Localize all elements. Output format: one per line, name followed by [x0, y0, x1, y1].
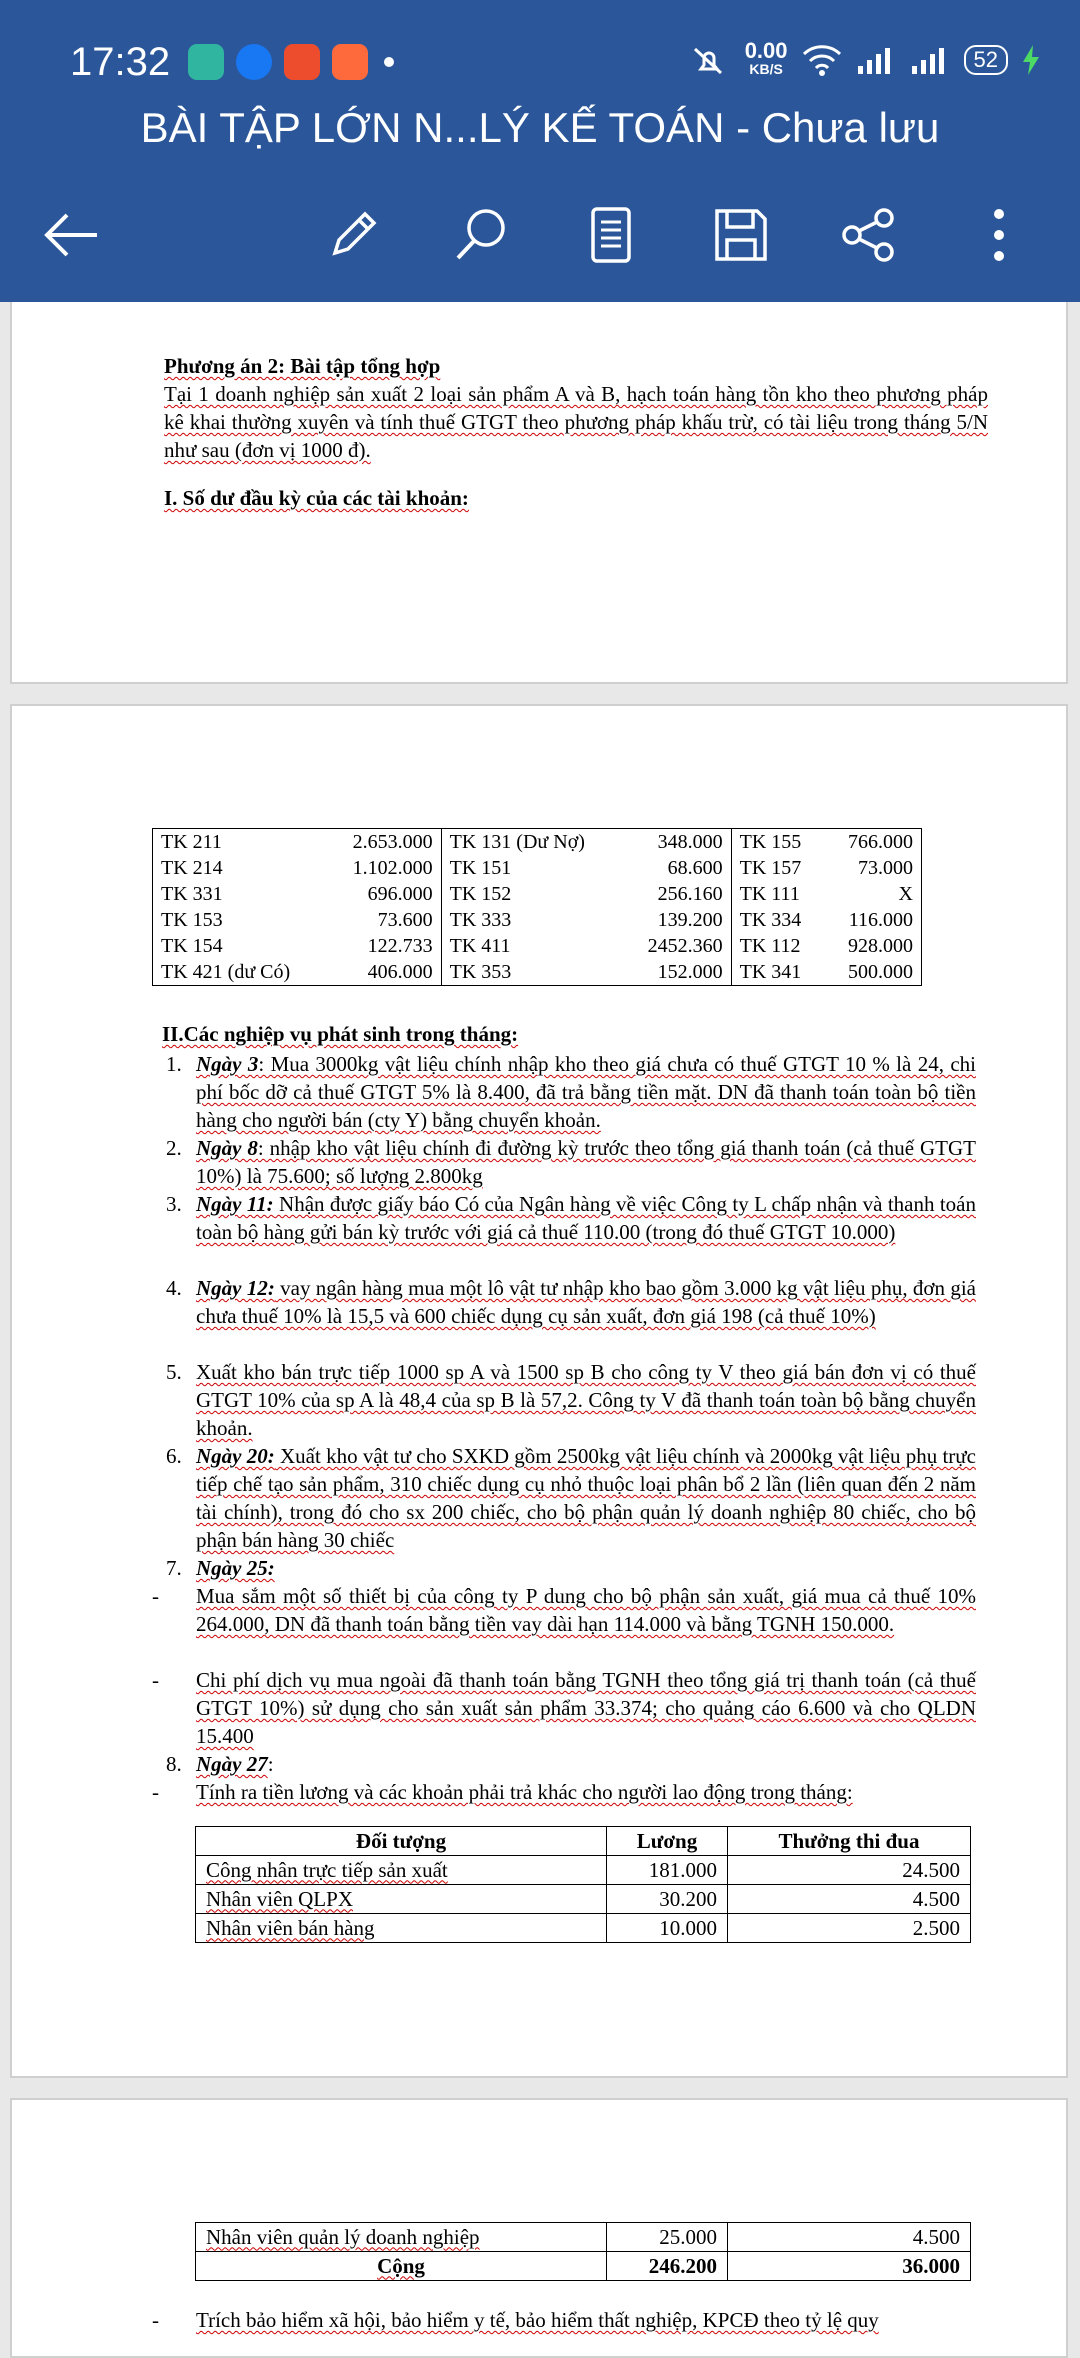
account-balance: 500.000 — [848, 960, 913, 983]
status-bar — [0, 0, 1080, 100]
account-balance: 2452.360 — [622, 933, 731, 959]
network-speed-value: 0.00 — [744, 38, 788, 63]
item-text: : — [267, 1752, 274, 1776]
salary-amount: 30.200 — [607, 1885, 728, 1914]
document-title: BÀI TẬP LỚN N...LÝ KẾ TOÁN - Chưa lưu — [140, 104, 940, 151]
balance-row — [153, 881, 922, 907]
bullet-text: Trích bảo hiểm xã hội, bảo hiểm y tế, bảo hiểm thất nghiệp, KPCĐ theo tỷ lệ quy — [196, 2308, 879, 2332]
table-row — [196, 1856, 971, 1885]
salary-table-continued — [195, 2222, 971, 2281]
account-balance: 73.600 — [326, 907, 441, 933]
account-code: TK 331 — [161, 882, 223, 905]
more-vertical-icon — [989, 206, 1009, 264]
shopee-icon — [284, 44, 320, 80]
item-number: 3. — [166, 1192, 182, 1216]
account-code: TK 341 — [739, 960, 802, 983]
column-header: Lương — [607, 1827, 728, 1856]
item-text: Nhận được giấy báo Có của Ngân hàng về việc Công ty L chấp nhận và thanh toán toàn bộ hàng gửi bán kỳ trước với giá cả thuế 110.00 (trong đó thuế GTGT 10.000) — [196, 1192, 976, 1244]
item-date: Ngày 20: — [196, 1444, 275, 1468]
item-date: Ngày 25: — [196, 1556, 275, 1580]
share-icon — [840, 206, 898, 264]
transaction-7-bullet-1 — [152, 1582, 976, 1638]
transaction-8-bullet-1 — [152, 1778, 976, 1806]
bullet-text: Mua sắm một số thiết bị của công ty P dung cho bộ phận sản xuất, giá mua cả thuế 10% 264.000, DN đã thanh toán bằng tiền vay dài hạn 114.000 và bằng TGNH 150.000. — [196, 1584, 976, 1636]
item-date: Ngày 8 — [196, 1136, 258, 1160]
account-code: TK 211 — [161, 830, 222, 853]
bonus-amount: 4.500 — [728, 1885, 971, 1914]
account-code: TK 353 — [449, 960, 512, 983]
item-date: Ngày 11: — [196, 1192, 274, 1216]
bullet-dash: - — [152, 2308, 159, 2332]
account-balance: 116.000 — [848, 908, 913, 931]
signal-icon-1 — [856, 44, 896, 76]
item-number: 1. — [166, 1052, 182, 1076]
account-balance: 68.600 — [622, 855, 731, 881]
account-code: TK 112 — [739, 934, 801, 957]
network-speed — [744, 38, 788, 78]
salary-category: Cộng — [196, 2252, 607, 2281]
system-icons — [687, 38, 1040, 78]
save-icon — [712, 206, 770, 264]
bonus-amount: 4.500 — [728, 2223, 971, 2252]
wifi-icon — [802, 44, 842, 76]
table-row — [196, 2223, 971, 2252]
section-2-heading — [162, 1020, 518, 1048]
account-balance: 1.102.000 — [326, 855, 441, 881]
column-header: Đối tượng — [196, 1827, 607, 1856]
section-2-heading-text: II.Các nghiệp vụ phát sinh trong tháng: — [162, 1022, 519, 1046]
item-number: 7. — [166, 1556, 182, 1580]
network-speed-unit: KB/S — [749, 61, 783, 77]
account-code: TK 151 — [449, 856, 512, 879]
account-balance: 256.160 — [622, 881, 731, 907]
salary-table-header — [196, 1827, 971, 1856]
back-arrow-icon — [41, 210, 101, 260]
account-code: TK 111 — [739, 882, 800, 905]
account-balance: 73.000 — [858, 856, 913, 879]
item-text: : Mua 3000kg vật liệu chính nhập kho theo giá chưa có thuế GTGT 10 % là 24, chi phí bốc dỡ cả thuế GTGT 5% là 8.400, đã trả bằng tiền mặt. DN đã thanh toán toàn bộ tiền hàng cho người bán (cty Y) bằng chuyển khoản. — [196, 1052, 976, 1132]
account-balance: X — [898, 882, 913, 905]
account-code: TK 153 — [161, 908, 223, 931]
balance-row — [153, 907, 922, 933]
edit-button[interactable] — [318, 200, 388, 270]
battery-level: 52 — [964, 45, 1008, 75]
bullet-text: Tính ra tiền lương và các khoản phải trả khác cho người lao động trong tháng: — [196, 1780, 853, 1804]
transaction-5 — [166, 1358, 976, 1442]
mobile-view-icon — [589, 206, 633, 264]
account-balance: 152.000 — [622, 959, 731, 986]
transaction-6 — [166, 1442, 976, 1554]
balance-row — [153, 959, 922, 986]
search-icon — [452, 206, 510, 264]
notification-icons — [188, 44, 394, 80]
salary-amount: 25.000 — [607, 2223, 728, 2252]
bonus-amount: 36.000 — [728, 2252, 971, 2281]
bullet-dash: - — [152, 1668, 159, 1692]
account-balance: 122.733 — [326, 933, 441, 959]
more-notifications-dot — [384, 57, 394, 67]
toolbar — [0, 200, 1080, 270]
account-code: TK 155 — [739, 830, 802, 853]
item-text: vay ngân hàng mua một lô vật tư nhập kho bao gồm 3.000 kg vật liệu phụ, đơn giá chưa thuế 10% là 15,5 và 600 chiếc dụng cụ sản xuất, đơn giá 198 (cả thuế 10%) — [196, 1276, 976, 1328]
item-number: 4. — [166, 1276, 182, 1300]
share-button[interactable] — [834, 200, 904, 270]
transaction-8-bullet-2 — [152, 2306, 976, 2334]
more-options-button[interactable] — [964, 200, 1034, 270]
bullet-dash: - — [152, 1780, 159, 1804]
salary-amount: 10.000 — [607, 1914, 728, 1943]
salary-category: Nhân viên bán hàng — [196, 1914, 607, 1943]
item-date: Ngày 12: — [196, 1276, 275, 1300]
account-balance: 348.000 — [622, 829, 731, 856]
bullet-text: Chi phí dịch vụ mua ngoài đã thanh toán bằng TGNH theo tổng giá trị thanh toán (cả thuế GTGT 10%) sử dụng cho sản xuất sản phẩm 33.374; cho quảng cáo 6.600 và cho QLDN 15.400 — [196, 1668, 976, 1748]
balance-row — [153, 829, 922, 856]
charging-icon — [1022, 45, 1040, 75]
column-header: Thưởng thi đua — [728, 1827, 971, 1856]
app-icon — [332, 44, 368, 80]
bonus-amount: 2.500 — [728, 1914, 971, 1943]
account-balance: 696.000 — [326, 881, 441, 907]
account-code: TK 157 — [739, 856, 802, 879]
item-number: 6. — [166, 1444, 182, 1468]
salary-table — [195, 1826, 971, 1943]
salary-category: Nhân viên QLPX — [196, 1885, 607, 1914]
search-button[interactable] — [446, 200, 516, 270]
reading-view-button[interactable] — [576, 200, 646, 270]
item-number: 5. — [166, 1360, 182, 1384]
bullet-dash: - — [152, 1584, 159, 1608]
total-row — [196, 2252, 971, 2281]
save-button[interactable] — [706, 200, 776, 270]
transaction-7-bullet-2 — [152, 1666, 976, 1750]
transaction-3 — [166, 1190, 976, 1246]
salary-category: Nhân viên quản lý doanh nghiệp — [196, 2223, 607, 2252]
item-number: 2. — [166, 1136, 182, 1160]
account-code: TK 152 — [449, 882, 512, 905]
page-1-content — [164, 352, 988, 512]
status-time: 17:32 — [70, 40, 171, 84]
app-bar — [0, 0, 1080, 302]
table-row — [196, 1914, 971, 1943]
signal-icon-2 — [910, 44, 950, 76]
account-code: TK 154 — [161, 934, 223, 957]
document-page-1 — [10, 302, 1068, 684]
balance-row — [153, 933, 922, 959]
account-code: TK 214 — [161, 856, 223, 879]
transaction-7 — [166, 1554, 976, 1582]
account-code: TK 421 (dư Có) — [161, 960, 291, 983]
transaction-2 — [166, 1134, 976, 1190]
bonus-amount: 24.500 — [728, 1856, 971, 1885]
silent-bell-icon — [687, 43, 731, 77]
table-row — [196, 1885, 971, 1914]
balance-row — [153, 855, 922, 881]
account-balance: 928.000 — [848, 934, 913, 957]
transaction-4 — [166, 1274, 976, 1330]
exercise-heading: Phương án 2: Bài tập tổng hợp — [164, 354, 441, 378]
messenger-icon — [236, 44, 272, 80]
account-balance: 766.000 — [848, 830, 913, 853]
salary-amount: 246.200 — [607, 2252, 728, 2281]
account-code: TK 333 — [449, 908, 512, 931]
account-code: TK 411 — [449, 934, 511, 957]
back-button[interactable] — [36, 200, 106, 270]
salary-category: Công nhân trực tiếp sản xuất — [196, 1856, 607, 1885]
item-text: : nhập kho vật liệu chính đi đường kỳ trước theo tổng giá thanh toán (cả thuế GTGT 10%) là 75.600; số lượng 2.800kg — [196, 1136, 976, 1188]
opening-balances-table — [152, 828, 922, 986]
account-balance: 406.000 — [326, 959, 441, 986]
transaction-1 — [166, 1050, 976, 1134]
account-code: TK 131 (Dư Nợ) — [449, 830, 585, 853]
pencil-icon — [325, 207, 381, 263]
transaction-8 — [166, 1750, 976, 1778]
item-text: Xuất kho vật tư cho SXKD gồm 2500kg vật liệu chính và 2000kg vật liệu phụ trực tiếp chế tạo sản phẩm, 310 chiếc dụng cụ nhỏ thuộc loại phân bổ 2 lần (liên quan đến 2 năm tài chính), trong đó cho sx 200 chiếc, cho bộ phận quản lý doanh nghiệp 80 chiếc, cho bộ phận bán hàng 30 chiếc — [196, 1444, 976, 1552]
item-text: Xuất kho bán trực tiếp 1000 sp A và 1500 sp B cho công ty V theo giá bán đơn vị có thuế GTGT 10% của sp A là 48,4 của sp B là 57,2. Công ty V đã thanh toán toàn bộ bằng chuyển khoản. — [196, 1360, 976, 1440]
exercise-intro: Tại 1 doanh nghiệp sản xuất 2 loại sản phẩm A và B, hạch toán hàng tồn kho theo phương pháp kê khai thường xuyên và tính thuế GTGT theo phương pháp khấu trừ, có tài liệu trong tháng 5/N như sau (đơn vị 1000 đ). — [164, 382, 988, 462]
section-1-heading: I. Số dư đầu kỳ của các tài khoản: — [164, 486, 469, 510]
item-date: Ngày 27 — [196, 1752, 268, 1776]
account-balance: 139.200 — [622, 907, 731, 933]
notes-app-icon — [188, 44, 224, 80]
salary-amount: 181.000 — [607, 1856, 728, 1885]
item-number: 8. — [166, 1752, 182, 1776]
account-balance: 2.653.000 — [326, 829, 441, 856]
account-code: TK 334 — [739, 908, 802, 931]
item-date: Ngày 3 — [196, 1052, 259, 1076]
